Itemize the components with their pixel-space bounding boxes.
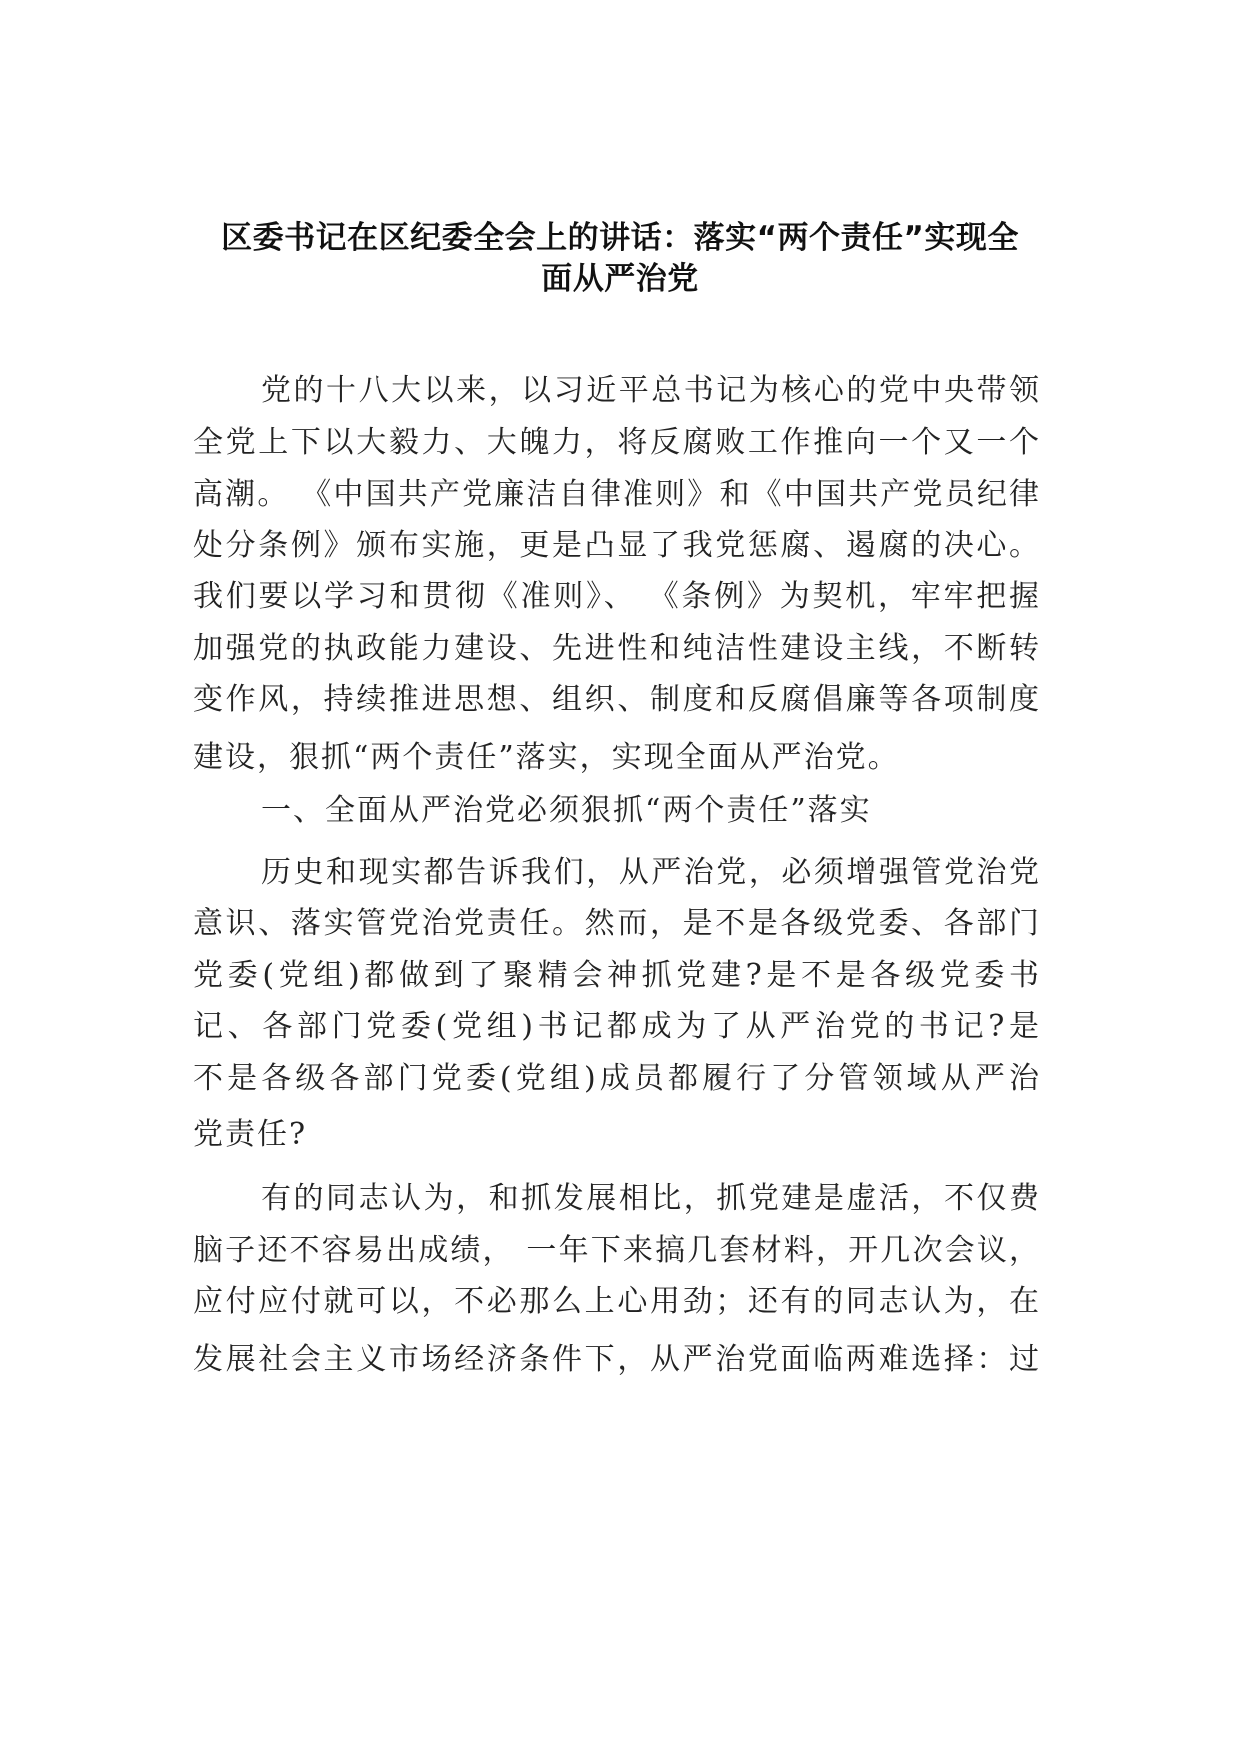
- body-line: 历史和现实都告诉我们，从严治党，必须增强管党治党: [261, 855, 1041, 890]
- body-line: 建设，狠抓“两个责任”落实，实现全面从严治党。: [193, 740, 900, 775]
- body-line: 不是各级各部门党委(党组)成员都履行了分管领域从严治: [193, 1061, 1041, 1096]
- body-line: 党委(党组)都做到了聚精会神抓党建?是不是各级党委书: [193, 958, 1041, 993]
- body-line: 高潮。 《中国共产党廉洁自律准则》和《中国共产党员纪律: [193, 477, 1041, 512]
- title-line-1: 区委书记在区纪委全会上的讲话：落实“两个责任”实现全: [221, 220, 1019, 256]
- body-line: 发展社会主义市场经济条件下，从严治党面临两难选择：过: [193, 1342, 1041, 1377]
- body-line: 脑子还不容易出成绩， 一年下来搞几套材料，开几次会议，: [193, 1233, 1041, 1268]
- body-line: 党的十八大以来，以习近平总书记为核心的党中央带领: [261, 373, 1041, 408]
- body-line: 意识、落实管党治党责任。然而，是不是各级党委、各部门: [193, 906, 1041, 941]
- title-line-2: 面从严治党: [541, 261, 699, 297]
- body-line: 我们要以学习和贯彻《准则》、 《条例》为契机，牢牢把握: [193, 579, 1041, 614]
- body-line: 有的同志认为，和抓发展相比，抓党建是虚活，不仅费: [261, 1181, 1041, 1216]
- body-line: 应付应付就可以，不必那么上心用劲；还有的同志认为，在: [193, 1284, 1041, 1319]
- body-line: 处分条例》颁布实施，更是凸显了我党惩腐、遏腐的决心。: [193, 528, 1041, 563]
- section-heading: 一、全面从严治党必须狠抓“两个责任”落实: [261, 793, 872, 828]
- body-line: 变作风，持续推进思想、组织、制度和反腐倡廉等各项制度: [193, 682, 1041, 717]
- body-line: 记、各部门党委(党组)书记都成为了从严治党的书记?是: [193, 1009, 1041, 1044]
- body-line: 全党上下以大毅力、大魄力，将反腐败工作推向一个又一个: [193, 425, 1041, 460]
- body-line: 党责任?: [193, 1117, 308, 1152]
- body-line: 加强党的执政能力建设、先进性和纯洁性建设主线，不断转: [193, 631, 1041, 666]
